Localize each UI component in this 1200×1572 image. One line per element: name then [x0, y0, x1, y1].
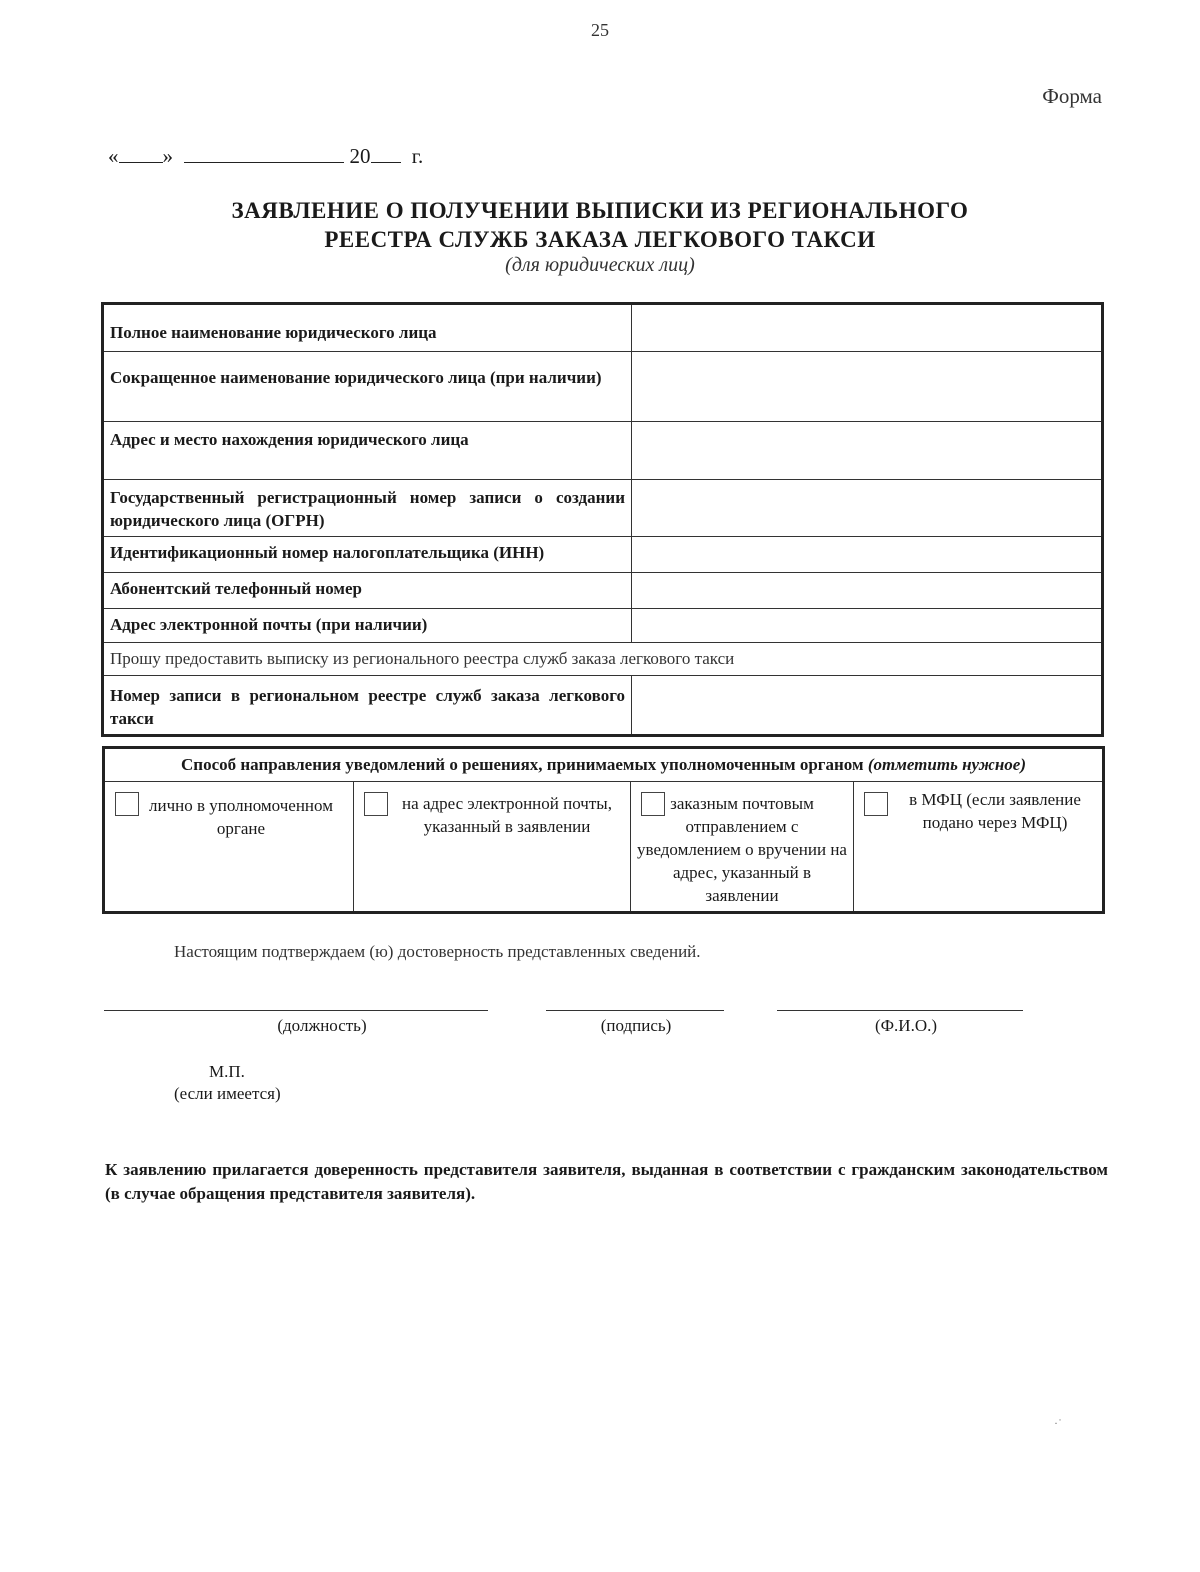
- date-open-quote: «: [108, 144, 119, 168]
- table-row: [103, 676, 1103, 736]
- confirmation-text: Настоящим подтверждаем (ю) достоверность представленных сведений.: [174, 942, 701, 961]
- table-row: [103, 480, 1103, 537]
- table-row: [103, 537, 1103, 573]
- full-name-field[interactable]: [632, 304, 1103, 352]
- checkbox-email[interactable]: [364, 792, 388, 816]
- inn-field[interactable]: [632, 537, 1103, 573]
- email-field[interactable]: [632, 609, 1103, 643]
- delivery-heading-text: Способ направления уведомлений о решениях, принимаемых уполномоченным органом: [181, 755, 864, 774]
- table-row: [103, 352, 1103, 422]
- ogrn-label: Государственный регистрационный номер записи о создании юридического лица (ОГРН): [103, 480, 632, 537]
- name-caption: (Ф.И.О.): [874, 1016, 938, 1035]
- stamp-label: М.П.: [209, 1062, 245, 1081]
- table-row: [103, 422, 1103, 480]
- checkbox-in-person[interactable]: [115, 792, 139, 816]
- address-label: Адрес и место нахождения юридического лица: [103, 422, 632, 480]
- option-in-person: [104, 782, 354, 913]
- option-mfc-label: в МФЦ (если заявление подано через МФЦ): [909, 790, 1081, 832]
- signature-line[interactable]: [546, 1010, 724, 1011]
- form-label: Форма: [1042, 84, 1102, 108]
- date-line: [108, 144, 423, 169]
- inn-label: Идентификационный номер налогоплательщика (ИНН): [103, 537, 632, 573]
- table-row: [103, 643, 1103, 676]
- name-line[interactable]: [777, 1010, 1023, 1011]
- table-row: [103, 609, 1103, 643]
- stamp-note: (если имеется): [174, 1084, 281, 1103]
- position-line[interactable]: [104, 1010, 488, 1011]
- short-name-label: Сокращенное наименование юридического лица (при наличии): [103, 352, 632, 422]
- registry-number-label: Номер записи в региональном реестре служб заказа легкового такси: [103, 676, 632, 736]
- option-mfc: [854, 782, 1104, 913]
- email-label: Адрес электронной почты (при наличии): [103, 609, 632, 643]
- short-name-field[interactable]: [632, 352, 1103, 422]
- document-title: [0, 196, 1200, 254]
- delivery-method-table: [102, 746, 1105, 914]
- attachment-note: К заявлению прилагается доверенность представителя заявителя, выданная в соответствии с гражданским законодательством (в случае обращения представителя заявителя).: [105, 1160, 1108, 1203]
- year-suffix: г.: [411, 144, 424, 168]
- title-line-1: ЗАЯВЛЕНИЕ О ПОЛУЧЕНИИ ВЫПИСКИ ИЗ РЕГИОНАЛЬНОГО: [231, 198, 969, 223]
- option-registered-mail: [631, 782, 854, 913]
- address-field[interactable]: [632, 422, 1103, 480]
- registry-number-field[interactable]: [632, 676, 1103, 736]
- table-row: [104, 748, 1104, 782]
- option-email: [354, 782, 631, 913]
- year-blank[interactable]: [371, 144, 401, 163]
- option-email-label: на адрес электронной почты, указанный в заявлении: [402, 794, 612, 836]
- delivery-heading-hint: (отметить нужное): [867, 755, 1026, 774]
- page-number: 25: [591, 20, 609, 40]
- month-blank[interactable]: [184, 144, 344, 163]
- checkbox-mfc[interactable]: [864, 792, 888, 816]
- document-subtitle: (для юридических лиц): [505, 254, 695, 276]
- table-row: [104, 782, 1104, 913]
- table-row: [103, 573, 1103, 609]
- signature-caption: (подпись): [600, 1016, 672, 1035]
- year-prefix: 20: [349, 144, 371, 168]
- phone-label: Абонентский телефонный номер: [103, 573, 632, 609]
- date-close-quote: »: [162, 144, 173, 168]
- table-row: [103, 304, 1103, 352]
- delivery-heading: [104, 748, 1104, 782]
- request-text: Прошу предоставить выписку из регионального реестра служб заказа легкового такси: [103, 643, 1103, 676]
- phone-field[interactable]: [632, 573, 1103, 609]
- option-registered-mail-label: заказным почтовым отправлением с уведомлением о вручении на адрес, указанный в заявлении: [637, 794, 847, 905]
- full-name-label: Полное наименование юридического лица: [103, 304, 632, 352]
- checkbox-registered-mail[interactable]: [641, 792, 665, 816]
- ogrn-field[interactable]: [632, 480, 1103, 537]
- position-caption: (должность): [277, 1016, 367, 1035]
- scan-speck: ·˙: [1054, 1416, 1062, 1430]
- option-in-person-label: лично в уполномоченном органе: [149, 796, 333, 838]
- day-blank[interactable]: [119, 144, 163, 163]
- applicant-info-table: [101, 302, 1104, 737]
- title-line-2: РЕЕСТРА СЛУЖБ ЗАКАЗА ЛЕГКОВОГО ТАКСИ: [324, 227, 876, 252]
